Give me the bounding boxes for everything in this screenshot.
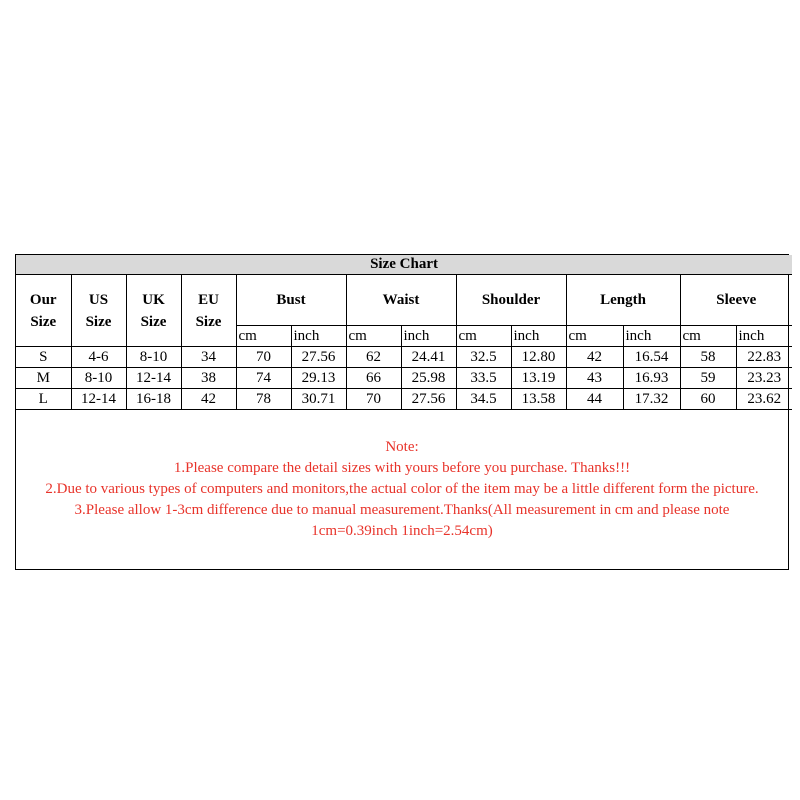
header-eu-size: EU Size — [181, 275, 236, 347]
unit-inch: inch — [401, 326, 456, 347]
unit-inch: inch — [291, 326, 346, 347]
header-waist: Waist — [346, 275, 456, 326]
table-cell: 32.5 — [456, 347, 511, 368]
header-length: Length — [566, 275, 680, 326]
table-cell: 12-14 — [71, 389, 126, 410]
unit-cm: cm — [566, 326, 623, 347]
table-cell: 12-14 — [126, 368, 181, 389]
table-cell: 27.56 — [401, 389, 456, 410]
table-cell: 25.98 — [401, 368, 456, 389]
table-cell: 74 — [236, 368, 291, 389]
size-chart-table — [16, 255, 792, 410]
size-chart — [15, 254, 789, 570]
unit-cm: cm — [680, 326, 736, 347]
table-cell: 70 — [236, 347, 291, 368]
table-cell: 27.56 — [291, 347, 346, 368]
table-cell: 60 — [680, 389, 736, 410]
table-cell: 34.5 — [456, 389, 511, 410]
table-cell: 16.54 — [623, 347, 680, 368]
table-cell: 34 — [181, 347, 236, 368]
table-cell: 24.41 — [401, 347, 456, 368]
note-line-3: 3.Please allow 1-3cm difference due to manual measurement.Thanks(All measurement in cm and please note — [74, 502, 730, 518]
table-cell: 30.71 — [291, 389, 346, 410]
table-cell: 16.93 — [623, 368, 680, 389]
table-cell: 43 — [566, 368, 623, 389]
note-line-4: 1cm=0.39inch 1inch=2.54cm) — [311, 523, 493, 539]
table-cell: 22.83 — [736, 347, 792, 368]
table-cell: S — [16, 347, 71, 368]
table-row — [16, 347, 792, 368]
table-cell: 13.58 — [511, 389, 566, 410]
table-cell: 62 — [346, 347, 401, 368]
table-cell: M — [16, 368, 71, 389]
table-cell: 16-18 — [126, 389, 181, 410]
header-our-size: Our Size — [16, 275, 71, 347]
note-line-1: 1.Please compare the detail sizes with yours before you purchase. Thanks!!! — [173, 460, 631, 476]
table-cell: 70 — [346, 389, 401, 410]
table-row — [16, 368, 792, 389]
unit-inch: inch — [623, 326, 680, 347]
note-heading: Note: — [385, 439, 419, 455]
table-cell: 13.19 — [511, 368, 566, 389]
table-cell: 44 — [566, 389, 623, 410]
unit-inch: inch — [736, 326, 792, 347]
table-cell: 12.80 — [511, 347, 566, 368]
unit-cm: cm — [236, 326, 291, 347]
table-cell: 66 — [346, 368, 401, 389]
table-cell: L — [16, 389, 71, 410]
note-section — [16, 437, 788, 542]
table-cell: 59 — [680, 368, 736, 389]
chart-title: Size Chart — [16, 255, 792, 275]
unit-cm: cm — [346, 326, 401, 347]
header-us-size: US Size — [71, 275, 126, 347]
table-row — [16, 389, 792, 410]
unit-inch: inch — [511, 326, 566, 347]
table-cell: 42 — [181, 389, 236, 410]
table-cell: 38 — [181, 368, 236, 389]
table-cell: 4-6 — [71, 347, 126, 368]
table-cell: 58 — [680, 347, 736, 368]
header-uk-size: UK Size — [126, 275, 181, 347]
table-cell: 8-10 — [71, 368, 126, 389]
table-cell: 42 — [566, 347, 623, 368]
note-line-2: 2.Due to various types of computers and monitors,the actual color of the item may be a little different form the picture. — [45, 481, 759, 497]
header-shoulder: Shoulder — [456, 275, 566, 326]
table-cell: 33.5 — [456, 368, 511, 389]
table-cell: 23.62 — [736, 389, 792, 410]
table-cell: 17.32 — [623, 389, 680, 410]
table-cell: 78 — [236, 389, 291, 410]
unit-cm: cm — [456, 326, 511, 347]
header-bust: Bust — [236, 275, 346, 326]
header-sleeve: Sleeve — [680, 275, 792, 326]
table-cell: 23.23 — [736, 368, 792, 389]
table-cell: 8-10 — [126, 347, 181, 368]
table-cell: 29.13 — [291, 368, 346, 389]
